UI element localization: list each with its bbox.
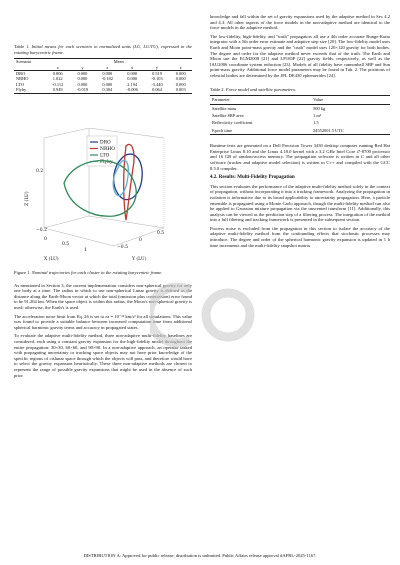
table1-row-name: DRO (16, 71, 26, 76)
table1-cell: 0.806 (52, 71, 63, 76)
table2-param: Satellite SRP area (212, 112, 244, 118)
table1-row-name: LTO (16, 81, 25, 87)
table2-row (210, 104, 390, 112)
table2-header-param: Parameter (212, 97, 230, 103)
table1-cell: -3.440 (151, 81, 163, 87)
table1-cell: -0.182 (101, 76, 113, 82)
z-tick: 0.2 (36, 169, 44, 174)
table1-cell: 0.000 (102, 81, 113, 87)
body-paragraph: Process noise is excluded from the propagation in this section to isolate the accuracy of the adaptive multi-fidelity method from the confounding effects that stochastic processes may introduce. The degree and order of the spherical harmonic gravity expansion is updated in 1 h time increments and the multi-fidelity snapshot matrix (210, 225, 390, 248)
body-paragraph: Runtime tests are generated on a Dell Precision Tower 3430 desktop computer running Red Hat Enterprise Linux 8.10 and the Linux 4.18.0 kernel with a 3.2 GHz Intel Core i7-8700 processor and 16 GB of random-access memory. The propagation software is written in C and all other software (tracker and adaptive model selection) is written in C++ and compiled with the GCC 8.5.0 compiler. (210, 143, 390, 171)
table1-cell: 0.000 (175, 81, 186, 87)
y-tick: 0 (139, 238, 142, 243)
table1-cell: 0.949 (52, 87, 63, 93)
y-tick: 0.5 (157, 231, 165, 236)
table1-col: x (56, 64, 59, 70)
table1-cell: 0.000 (102, 71, 113, 76)
table1-cell: 0.064 (152, 87, 162, 93)
table1-cell: 2.194 (127, 81, 138, 87)
body-paragraph: This section evaluates the performance of the adaptive multi-fidelity method solely in the context of propagation, without incorporating it into a tracking framework. Analyzing the propagation in isolation is informative due to its broad applicability to uncertainty propagation. Here, a particle ensemble is propagated using a Monte Carlo approach, though the multi-fidelity method can also be applied to Gaussian mixture propagation via the unscented transform [11]. Additionally, this analysis can be viewed as the prediction step of a filtering process. The integration of the method into a full filtering and tracking framework is presented in the subsequent section. (210, 183, 390, 223)
section-heading: 4.2. Results: Multi-Fidelity Propagation (210, 175, 295, 181)
figure1-caption-label: Figure 1. (14, 270, 31, 275)
table2-value: 1.5 (313, 120, 319, 126)
table2-row (210, 112, 390, 119)
x-tick: 0 (44, 237, 47, 242)
body-paragraph: As mentioned in Section 3, the current implementation considers non-spherical gravity for only one body at a time. The radius in which to use non-spherical Lunar gravity is defined as the distance along the Earth-Moon vector at which the total (omission plus commission) error found to be 91,264 km. When the space object is within this radius, the Moon's non-spherical gravity is used; otherwise, the Earth's is used. (14, 282, 192, 310)
z-axis-label: Z (LU) (25, 191, 30, 206)
table1-header-group: Mean (113, 59, 124, 65)
body-paragraph: The low-fidelity, high-fidelity, and "truth" propagators all use a 4th order accurate Runge-Kutta integrator with a 5th order error estimate and adaptive step size [20]. The low-fidelity model uses Earth and Moon point-mass gravity and the "truth" model uses 120×120 gravity for both bodies. The degree and order for the adaptive method never exceeds that of the truth. The Earth and Moon use the EGM2008 [21] and LP165P [22] gravity fields, respectively, as well as the IAU2006 coordinate system reduction [23]. Models of all fidelity have cannonball SRP and Sun point-mass gravity. Additional force model parameters may be found in Tab. 2. The positions of celestial bodies are determined by the JPL DE430 ephemerides [24]. (210, 33, 390, 78)
table1-col: ẋ (131, 64, 134, 70)
table1-cell: 0.003 (175, 87, 186, 93)
table1-header-scenario: Scenario (16, 59, 32, 65)
table1-cell: 0.000 (127, 71, 138, 76)
table1-cell: -0.103 (151, 76, 163, 82)
table1-cell: -0.006 (126, 87, 138, 93)
x-tick: 1 (84, 248, 87, 253)
table1-col: ż (179, 64, 182, 70)
table2-value: 1 m² (313, 112, 322, 118)
table1-row-name: NRHO (16, 76, 29, 82)
x-axis-label: X (LU) (44, 257, 59, 262)
table1-cell: 0.000 (77, 81, 88, 87)
table1-col: ẏ (155, 64, 159, 70)
legend-label: DRO (100, 140, 111, 146)
table2-row (210, 127, 390, 135)
table1-cell: 1.022 (52, 76, 63, 82)
legend-label: Flyby (100, 160, 113, 165)
table2-caption-text: Force model and satellite parameters. (225, 86, 297, 92)
figure1-caption-text: Nominal trajectories for each cluster in the rotating barycentric frame. (31, 270, 163, 275)
legend-label: LTO (100, 153, 110, 159)
table2-param: Reflectivity coefficient (212, 120, 253, 126)
table1-cell: 0.000 (175, 76, 186, 82)
table2-row (210, 119, 390, 126)
table1-cell: 0.000 (77, 76, 88, 82)
z-tick: −0.2 (36, 228, 47, 233)
footer-distribution: DISTRIBUTION A: Approved for public release; distribution is unlimited. Public Affairs release approval #AFRL-2025-1167. (83, 553, 317, 558)
table1-caption-label: Table 1. (14, 44, 30, 49)
table2-caption (210, 87, 390, 93)
body-paragraph: To evaluate the adaptive multi-fidelity method, three non-adaptive multi-fidelity baselines are considered, each using a constant gravity expansion for the high-fidelity model throughout the entire propagation: 30×30, 60×60, and 90×90. In a non-adaptive approach, an operator tasked with propagating uncertainty or tracking space objects may not have prior knowledge of the specific regions of cislunar space through which the objects will pass, and therefore would have to select the gravity expansion heuristically. These three non-adaptive methods are chosen to represent the range of possible gravity expansions that might be used in the absence of such prior (14, 333, 192, 378)
table1 (14, 58, 192, 93)
watermark-logo (150, 270, 260, 360)
table1-col: z (106, 64, 109, 70)
table1-row-name: Flyby (16, 87, 27, 93)
table1-cell: 0.304 (102, 87, 113, 93)
body-paragraph: knowledge and fall within the set of gravity expansions used by the adaptive method in Sec 4.2 and 4.3. All other aspects of the force models in the non-adaptive method are identical to the force models in the adaptive method. (210, 14, 390, 31)
table2-value: 24552001.5 UTC (313, 127, 344, 133)
table1-col: y (81, 64, 84, 70)
legend-label: NRHO (100, 147, 115, 152)
table1-block (14, 44, 192, 94)
table2-param: Satellite mass (212, 105, 237, 111)
table1-caption (14, 44, 192, 55)
table2-value: 500 kg (313, 105, 326, 111)
x-tick: 0.5 (62, 242, 70, 247)
trajectory-plot (14, 128, 194, 268)
table2-param: Epoch time (212, 127, 233, 133)
table1-caption-text: Initial means for each scenario in normalized units (LU, LU/TU), expressed in the rotating barycentric frame. (14, 44, 192, 55)
table2 (210, 95, 390, 137)
y-axis-label: Y (LU) (132, 257, 147, 262)
body-paragraph: The acceleration noise limit from Eq. 26 is set to εa = 10⁻¹³ km/s² for all simulations. This value was found to provide a suitable balance between increased computation time from additional spherical harmonic gravity terms and accuracy in propagated states. (14, 313, 192, 330)
y-tick: −0.5 (117, 245, 128, 250)
table1-cell: 0.000 (175, 71, 186, 76)
table1-cell: 0.000 (127, 76, 138, 82)
table1-cell: -0.112 (52, 81, 64, 87)
table2-caption-label: Table 2. (210, 86, 225, 92)
table1-cell: 0.519 (152, 71, 162, 76)
table1-cell: 0.000 (77, 71, 88, 76)
table2-header-value: Value (313, 97, 324, 103)
table1-cell: -0.019 (76, 87, 89, 93)
right-text (210, 14, 390, 251)
